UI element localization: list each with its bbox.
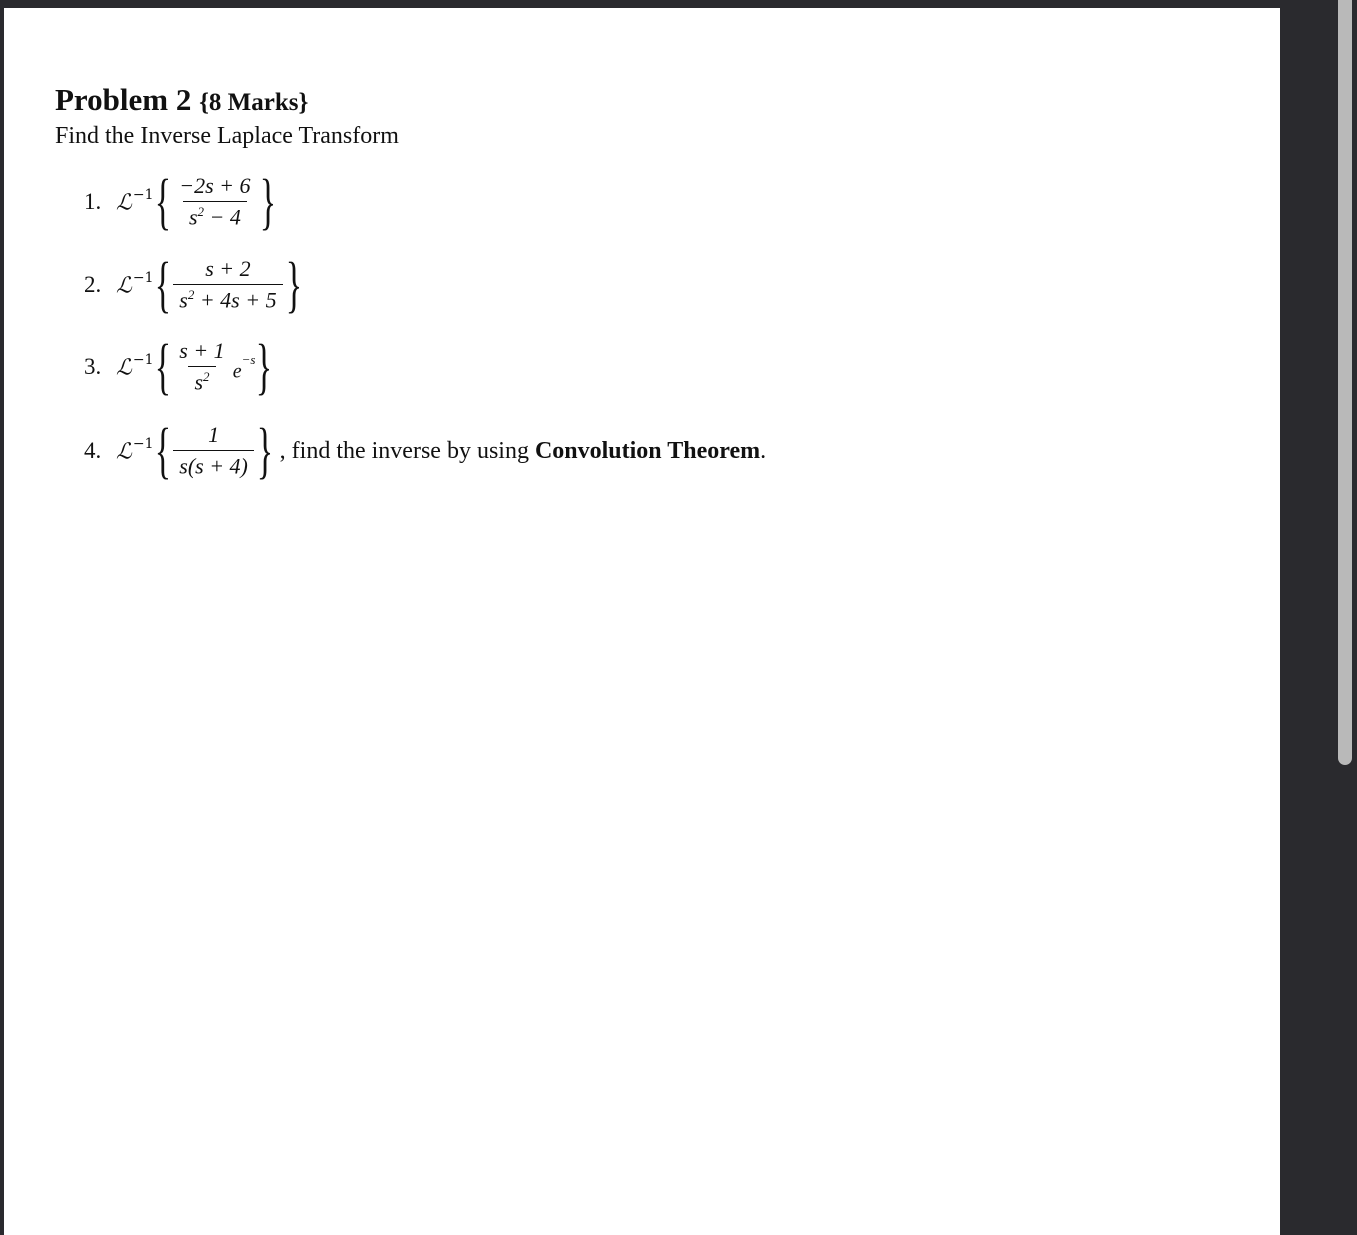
scrollbar-thumb[interactable] [1338, 0, 1352, 765]
fraction: $\frac{1}{s(s + 4)}$ [173, 422, 254, 479]
list-item: 1. ℒ$^{-1}$ { $\frac{-2s + 6}{s^2 - 4}$ } [84, 168, 276, 236]
fraction: $\frac{-2s + 6}{s^2 - 4}$ [179, 173, 251, 230]
item-number: 4. [84, 438, 102, 463]
laplace-operator: ℒ$^{-1}$ [116, 186, 154, 216]
scrollbar[interactable] [1320, 0, 1357, 1235]
instruction-text: Find the Inverse Laplace Transform [55, 123, 399, 149]
list-item: 2. ℒ$^{-1}$ { $\frac{s + 2}{s^2 + 4s + 5}$ } [84, 251, 302, 319]
fraction: $\frac{s + 2}{s^2 + 4s + 5}$ [173, 256, 282, 313]
list-item: 3. ℒ$^{-1}$ { $\frac{s + 1}{s^2}$ $e^{-s}$ } [84, 333, 273, 401]
laplace-operator: ℒ$^{-1}$ [116, 435, 154, 465]
document-page [4, 8, 1280, 1235]
exponential-factor: $e^{-s}$ [232, 352, 256, 383]
laplace-operator: ℒ$^{-1}$ [116, 269, 154, 299]
list-item: 4. ℒ$^{-1}$ { $\frac{1}{s(s + 4)}$ } , find the inverse by using Convolution Theorem. [84, 417, 767, 485]
problem-title: Problem 2 {8 Marks} [55, 82, 309, 117]
marks-label: {8 Marks} [199, 89, 309, 116]
item-number: 3. [84, 354, 102, 379]
item-number: 2. [84, 272, 102, 297]
laplace-operator: ℒ$^{-1}$ [116, 351, 154, 381]
item-note: , find the inverse by using Convolution Theorem. [279, 437, 767, 464]
item-number: 1. [84, 189, 102, 214]
fraction: $\frac{s + 1}{s^2}$ [179, 338, 225, 395]
